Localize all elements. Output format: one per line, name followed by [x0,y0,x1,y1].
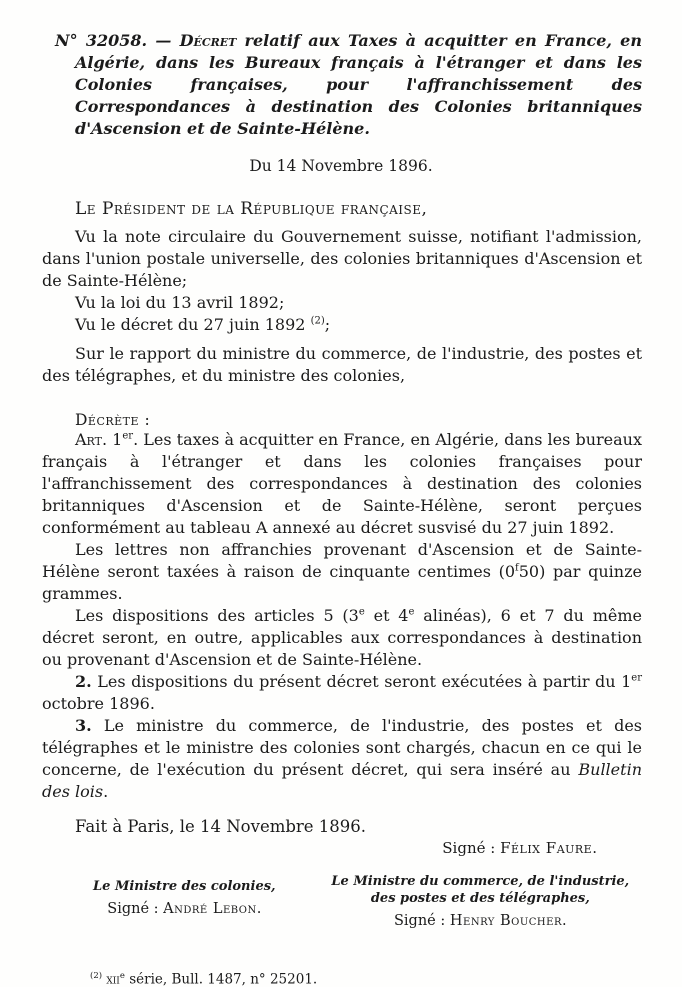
article-1-label: Art. 1 [75,430,123,449]
visa-paragraph-3 [42,314,642,336]
minister-commerce-signature [309,913,652,929]
ministers-signature-row [60,873,652,929]
president-signed-label: Signé : [442,839,501,857]
president-period: . [592,839,597,857]
ordinal-sup-3e: e [358,606,365,618]
article-1-paragraph-2 [42,539,642,605]
article-3-text-a: Le ministre du commerce, de l'industrie, des postes et des télégraphes et le ministre des colonies sont chargés, chacun en ce qui le concerne, de l'exécution du présent décret, qui sera inséré au [42,716,642,779]
dispositions-text-b: et 4 [364,606,409,625]
letters-tax-text-a: Les lettres non affranchies provenant d'Ascension et de Sainte-Hélène seront taxées à raison de cinquante centimes (0 [42,540,642,581]
minister-colonies-signature [60,901,309,917]
minister-commerce-name: Henry Boucher [449,913,562,929]
minister-colonies-signed-label: Signé : [107,901,164,917]
president-signature-line [0,839,597,857]
article-2-text-b: octobre 1896. [42,694,155,713]
minister-commerce-period: . [562,913,567,929]
minister-commerce-signed-label: Signé : [393,913,450,929]
minister-colonies-title: Le Ministre des colonies, [93,879,276,894]
opening-formula: Le Président de la République française, [75,199,428,219]
article-3-label: 3. [75,716,92,735]
president-name: Félix Faure [500,839,593,857]
footnote-series-roman: xii [106,971,120,987]
decree-title-text: relatif aux Taxes à acquitter en France, en Algérie, dans les Bureaux français à l'étranger et dans les Colonies françaises, pour l'affranchissement des Correspondances à destination des Colonies britanniques d'Ascension et de Sainte-Hélène. [75,31,642,138]
franc-superscript: f [515,562,519,574]
ordinal-sup-1er: er [631,672,642,684]
article-3-text-b: . [103,782,109,801]
decree-header-title [55,30,642,140]
footnote-series-sup: e [119,971,125,981]
footnote-reference: (2) [310,315,325,327]
article-2-label: 2. [75,672,92,691]
dispositions-text-c: alinéas), 6 et 7 du même décret seront, en outre, applicables aux correspondances à destination ou provenant d'Ascension et de Sainte-Hélène. [42,606,643,669]
decree-enacting-word: Décrète : [75,411,151,429]
article-2-text-a: Les dispositions du présent décret seront exécutées à partir du 1 [91,672,632,691]
rapport-paragraph: Sur le rapport du ministre du commerce, de l'industrie, des postes et des télégraphes, et du ministre des colonies, [42,344,642,385]
article-3-paragraph [42,715,642,803]
letters-tax-text-b: 50) par quinze grammes. [42,562,643,603]
footnote-text: série, Bull. 1487, n° 25201. [124,971,318,987]
article-1-text: . Les taxes à acquitter en France, en Algérie, dans les bureaux français à l'étranger et dans les colonies françaises pour l'affranchissement des correspondances à destination des colonies britanniques d'Ascension et de Sainte-Hélène, seront perçues conformément au tableau A annexé au décret susvisé du 27 juin 1892. [42,430,642,537]
place-and-date-line: Fait à Paris, le 14 Novembre 1896. [75,817,367,836]
ordinal-sup-4e: e [408,606,415,618]
minister-commerce-title-line2: des postes et des télégraphes, [370,891,590,906]
minister-commerce-block [309,873,652,929]
visa-paragraph-2: Vu la loi du 13 avril 1892; [75,293,285,312]
minister-colonies-block [60,873,309,929]
decree-keyword: Décret [179,31,237,50]
bulletin-des-lois-italic: Bulletin des lois [42,760,642,801]
decree-number: N° 32058. — [55,31,180,50]
decree-date-line: Du 14 Novembre 1896. [249,157,433,175]
article-1-paragraph-3 [42,605,642,671]
article-2-paragraph [42,671,642,715]
footnote [90,971,642,987]
article-1-paragraph [42,429,642,539]
dispositions-text-a: Les dispositions des articles 5 (3 [75,606,359,625]
minister-colonies-period: . [256,901,262,917]
minister-commerce-title-line1: Le Ministre du commerce, de l'industrie, [331,874,630,889]
visa3-text: Vu le décret du 27 juin 1892 [75,315,306,334]
visa-paragraph-1: Vu la note circulaire du Gouvernement suisse, notifiant l'admission, dans l'union postale universelle, des colonies britanniques d'Ascension et de Sainte-Hélène; [42,227,642,290]
article-1-ordinal-sup: er [122,430,134,442]
minister-colonies-name: André Lebon [163,901,257,917]
footnote-marker: (2) [90,971,103,981]
visa3-end: ; [324,315,331,334]
